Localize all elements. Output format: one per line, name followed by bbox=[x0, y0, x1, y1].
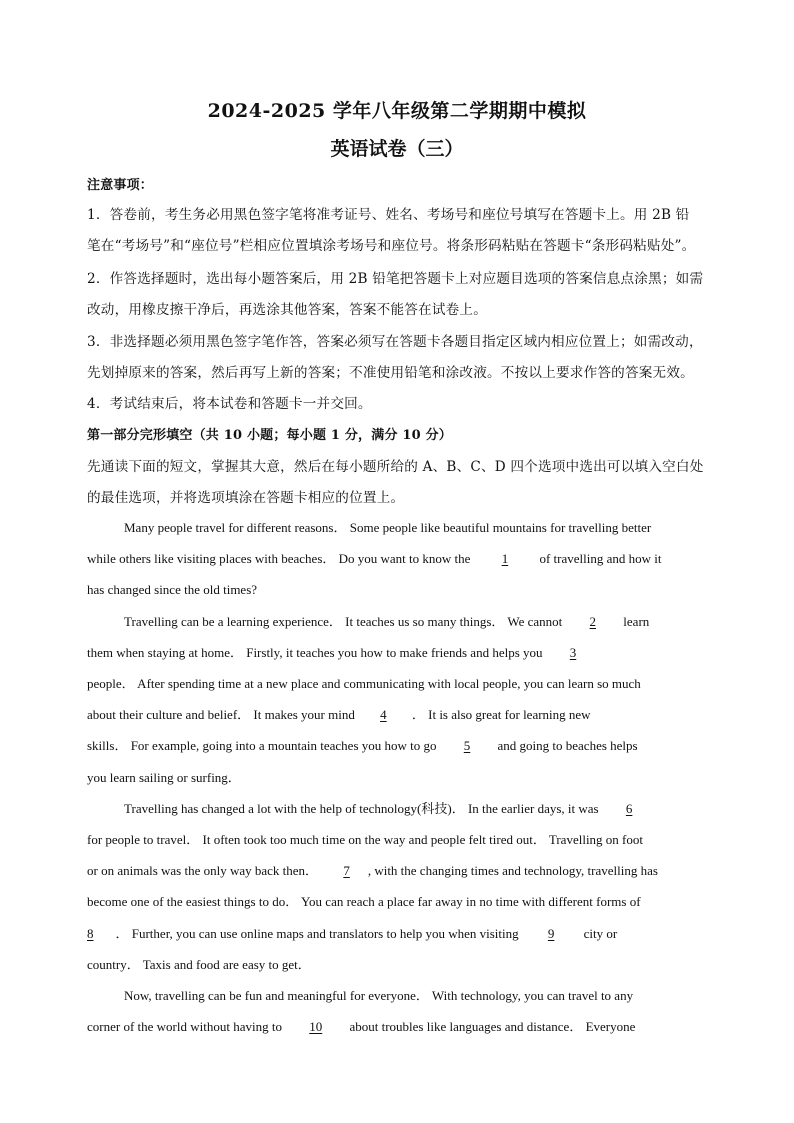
passage-text: about their culture and belief． It makes your mind bbox=[87, 707, 355, 722]
passage-text: skills． For example, going into a mountain teaches you how to go bbox=[87, 738, 437, 753]
notice-item: 2．作答选择题时，选出每小题答案后，用 2B 铅笔把答题卡上对应题目选项的答案信息点涂黑；如需 bbox=[87, 271, 704, 287]
passage-text: , with the changing times and technology, travelling has bbox=[367, 863, 658, 878]
notice-item: 4．考试结束后，将本试卷和答题卡一并交回。 bbox=[87, 396, 372, 412]
passage-text: ． Further, you can use online maps and translators to help you when visiting bbox=[115, 926, 519, 941]
notice-item: 3．非选择题必须用黑色签字笔作答，答案必须写在答题卡各题目指定区域内相应位置上；如需改动， bbox=[87, 334, 703, 350]
passage-line bbox=[87, 736, 707, 756]
notice-item: 1．答卷前，考生务必用黑色签字笔将准考证号、姓名、考场号和座位号填写在答题卡上。用 2B 铅 bbox=[87, 207, 690, 223]
passage-text: become one of the easiest things to do． You can reach a place far away in no time with different forms of bbox=[87, 894, 641, 909]
answer-blank-1[interactable]: 1 bbox=[501, 551, 509, 566]
passage-text: Travelling has changed a lot with the help of technology(科技)． In the earlier days, it was bbox=[124, 801, 599, 816]
passage-line bbox=[124, 986, 744, 1006]
answer-blank-4[interactable]: 4 bbox=[380, 707, 387, 722]
passage-text: ． It is also great for learning new bbox=[411, 707, 591, 722]
passage-line bbox=[87, 955, 707, 975]
passage-text: them when staying at home． Firstly, it teaches you how to make friends and helps you bbox=[87, 645, 543, 660]
notice-heading: 注意事项： bbox=[87, 178, 154, 193]
passage-line bbox=[124, 799, 744, 819]
passage-line bbox=[87, 1017, 707, 1037]
exam-subtitle: 英语试卷（三） bbox=[330, 138, 464, 160]
passage-text: for people to travel． It often took too much time on the way and people felt tired out． Travelling on foot bbox=[87, 832, 643, 847]
passage-line bbox=[87, 674, 707, 694]
passage-text: or on animals was the only way back then． bbox=[87, 863, 319, 878]
passage-text: about troubles like languages and distance． Everyone bbox=[349, 1019, 636, 1034]
section-instructions: 先通读下面的短文，掌握其大意，然后在每小题所给的 A、B、C、D 四个选项中选出可以填入空白处 bbox=[87, 459, 704, 475]
answer-blank-5[interactable]: 5 bbox=[463, 738, 471, 753]
answer-blank-8[interactable]: 8 bbox=[87, 926, 94, 941]
passage-line bbox=[87, 861, 707, 881]
passage-text: city or bbox=[583, 926, 618, 941]
exam-title: 2024-2025 学年八年级第二学期期中模拟 bbox=[207, 100, 587, 122]
answer-blank-7[interactable]: 7 bbox=[343, 863, 350, 878]
passage-text: of travelling and how it bbox=[539, 551, 662, 566]
passage-line bbox=[124, 612, 744, 632]
passage-line bbox=[87, 768, 707, 788]
passage-text: learn bbox=[623, 614, 650, 629]
passage-text: Travelling can be a learning experience． It teaches us so many things． We cannot bbox=[124, 614, 563, 629]
answer-blank-10[interactable]: 10 bbox=[309, 1019, 323, 1034]
passage-line bbox=[87, 549, 707, 569]
passage-line bbox=[87, 924, 707, 944]
passage-line bbox=[87, 830, 707, 850]
passage-text: Now, travelling can be fun and meaningful for everyone． With technology, you can travel to any bbox=[124, 988, 634, 1003]
passage-text: corner of the world without having to bbox=[87, 1019, 282, 1034]
answer-blank-2[interactable]: 2 bbox=[589, 614, 597, 629]
passage-text: has changed since the old times? bbox=[87, 582, 258, 597]
passage-line bbox=[87, 705, 707, 725]
section-heading: 第一部分完形填空（共 10 小题；每小题 1 分，满分 10 分） bbox=[87, 428, 452, 443]
notice-item: 改动，用橡皮擦干净后，再选涂其他答案，答案不能答在试卷上。 bbox=[87, 302, 488, 318]
passage-line bbox=[87, 892, 707, 912]
passage-text: while others like visiting places with beaches． Do you want to know the bbox=[87, 551, 471, 566]
passage-text: Many people travel for different reasons． Some people like beautiful mountains for travelling better bbox=[124, 520, 652, 535]
notice-item: 先划掉原来的答案，然后再写上新的答案；不准使用铅笔和涂改液。不按以上要求作答的答案无效。 bbox=[87, 365, 694, 381]
passage-line bbox=[124, 518, 744, 538]
notice-item: 笔在“考场号”和“座位号”栏相应位置填涂考场号和座位号。将条形码粘贴在答题卡“条形码粘贴处”。 bbox=[87, 238, 696, 254]
passage-text: and going to beaches helps bbox=[497, 738, 638, 753]
passage-text: you learn sailing or surfing． bbox=[87, 770, 241, 785]
passage-text: country． Taxis and food are easy to get． bbox=[87, 957, 311, 972]
passage-line bbox=[87, 643, 712, 663]
section-instructions: 的最佳选项，并将选项填涂在答题卡相应的位置上。 bbox=[87, 490, 405, 506]
passage-text: people． After spending time at a new place and communicating with local people, you can learn so much bbox=[87, 676, 641, 691]
answer-blank-6[interactable]: 6 bbox=[625, 801, 633, 816]
answer-blank-3[interactable]: 3 bbox=[569, 645, 577, 660]
passage-line bbox=[87, 580, 707, 600]
answer-blank-9[interactable]: 9 bbox=[547, 926, 555, 941]
